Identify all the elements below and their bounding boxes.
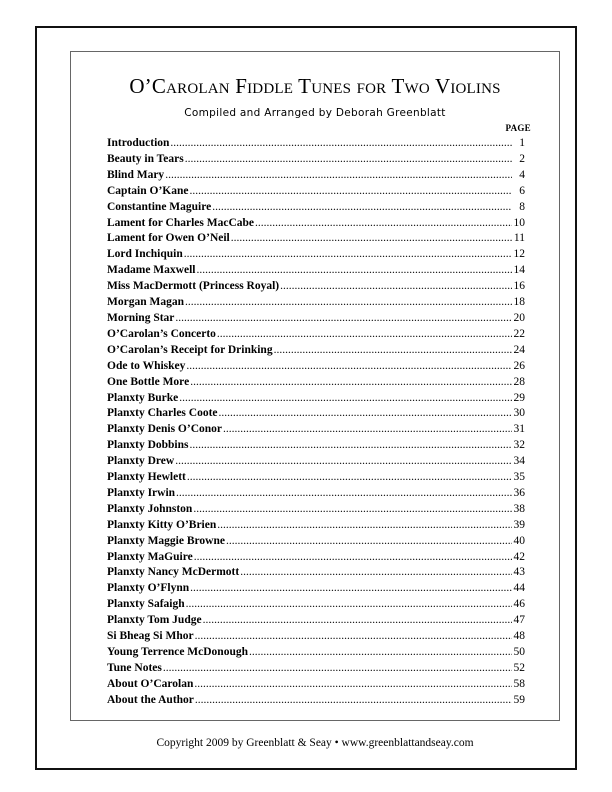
toc-entry[interactable]	[107, 613, 525, 629]
toc-dot-leader	[193, 502, 512, 518]
toc-entry-page: 35	[513, 471, 525, 484]
toc-entry-page: 16	[513, 280, 525, 293]
toc-entry-title: Planxty Drew	[107, 455, 175, 468]
toc-entry[interactable]	[107, 184, 525, 200]
copyright-footer: Copyright 2009 by Greenblatt & Seay • www.greenblattandseay.com	[156, 737, 474, 749]
toc-entry[interactable]	[107, 311, 525, 327]
toc-entry-page: 8	[519, 200, 525, 213]
toc-entry-title: O’Carolan’s Receipt for Drinking	[107, 343, 273, 356]
toc-entry[interactable]	[107, 645, 525, 661]
toc-dot-leader	[196, 263, 512, 279]
toc-entry-title: Young Terrence McDonough	[107, 646, 248, 658]
toc-entry[interactable]	[107, 216, 525, 232]
toc-entry[interactable]	[107, 200, 525, 216]
toc-dot-leader	[217, 518, 512, 534]
toc-dot-leader	[165, 168, 512, 184]
toc-entry[interactable]	[107, 136, 525, 152]
toc-entry-title: Miss MacDermott (Princess Royal)	[107, 280, 280, 293]
toc-entry-page: 26	[513, 359, 525, 372]
toc-entry[interactable]	[107, 597, 525, 613]
toc-entry-title: Planxty Nancy McDermott	[107, 566, 240, 579]
toc-entry[interactable]	[107, 486, 525, 502]
toc-entry-page: 58	[513, 677, 525, 690]
toc-entry-title: Planxty Tom Judge	[107, 614, 202, 627]
toc-dot-leader	[274, 343, 512, 359]
toc-entry-title: Planxty Johnston	[107, 502, 193, 515]
toc-entry-page: 28	[513, 375, 525, 388]
toc-dot-leader	[190, 375, 512, 391]
toc-dot-leader	[249, 645, 512, 661]
toc-entry-title: Planxty MaGuire	[107, 550, 193, 563]
toc-entry-page: 29	[513, 391, 525, 404]
toc-dot-leader	[179, 391, 512, 407]
toc-entry-title: Morgan Magan	[107, 296, 184, 309]
toc-entry-title: Lament for Owen O’Neil	[107, 232, 230, 245]
toc-entry[interactable]	[107, 502, 525, 518]
toc-entry-page: 36	[513, 486, 525, 499]
toc-entry[interactable]	[107, 677, 525, 693]
page-column-header: PAGE	[505, 123, 531, 133]
toc-entry-page: 31	[513, 423, 525, 436]
toc-entry-title: Planxty Maggie Browne	[107, 534, 225, 547]
toc-entry[interactable]	[107, 422, 525, 438]
toc-entry[interactable]	[107, 152, 525, 168]
book-subtitle: Compiled and Arranged by Deborah Greenblatt	[184, 107, 446, 119]
toc-entry[interactable]	[107, 581, 525, 597]
toc-entry-title: Planxty O’Flynn	[107, 582, 190, 595]
toc-dot-leader	[187, 470, 512, 486]
toc-dot-leader	[189, 438, 512, 454]
toc-dot-leader	[231, 231, 512, 247]
toc-entry-page: 46	[513, 598, 525, 611]
toc-entry-title: Morning Star	[107, 311, 175, 324]
toc-dot-leader	[175, 454, 512, 470]
toc-entry-page: 30	[513, 407, 525, 420]
toc-dot-leader	[185, 295, 512, 311]
toc-dot-leader	[217, 327, 512, 343]
toc-entry[interactable]	[107, 231, 525, 247]
toc-entry-page: 52	[513, 661, 525, 674]
toc-entry-page: 40	[513, 534, 525, 547]
toc-entry-title: One Bottle More	[107, 375, 190, 388]
toc-entry[interactable]	[107, 629, 525, 645]
toc-dot-leader	[226, 534, 512, 550]
toc-entry[interactable]	[107, 406, 525, 422]
toc-entry-page: 38	[513, 502, 525, 515]
toc-entry[interactable]	[107, 168, 525, 184]
toc-entry-page: 24	[513, 343, 525, 356]
toc-dot-leader	[185, 152, 512, 168]
toc-entry-page: 10	[513, 216, 525, 229]
toc-dot-leader	[163, 661, 512, 677]
toc-dot-leader	[240, 565, 512, 581]
toc-entry-title: Madame Maxwell	[107, 264, 196, 277]
toc-entry[interactable]	[107, 359, 525, 375]
toc-entry[interactable]	[107, 693, 525, 709]
table-of-contents	[107, 136, 525, 709]
toc-entry-title: Planxty Safaigh	[107, 598, 185, 611]
toc-entry[interactable]	[107, 375, 525, 391]
toc-entry-title: Planxty Burke	[107, 391, 179, 404]
toc-entry[interactable]	[107, 470, 525, 486]
toc-entry-title: Si Bheag Si Mhor	[107, 630, 194, 643]
toc-entry-page: 59	[513, 693, 525, 706]
toc-entry-title: About the Author	[107, 693, 194, 706]
toc-entry[interactable]	[107, 661, 525, 677]
toc-entry-title: Constantine Maguire	[107, 200, 212, 213]
toc-entry[interactable]	[107, 263, 525, 279]
toc-entry-title: Blind Mary	[107, 168, 165, 181]
toc-entry-page: 50	[513, 646, 525, 658]
toc-entry-page: 11	[513, 232, 525, 245]
toc-entry[interactable]	[107, 343, 525, 359]
toc-entry-title: Lament for Charles MacCabe	[107, 216, 255, 229]
toc-entry-title: About O’Carolan	[107, 677, 194, 690]
toc-entry-page: 4	[519, 168, 525, 181]
toc-entry[interactable]	[107, 518, 525, 534]
toc-dot-leader	[194, 550, 512, 566]
toc-entry-title: Planxty Hewlett	[107, 471, 186, 484]
toc-entry-title: Planxty Denis O’Conor	[107, 423, 222, 436]
toc-entry[interactable]	[107, 391, 525, 407]
toc-entry-title: Tune Notes	[107, 661, 162, 674]
toc-dot-leader	[189, 184, 512, 200]
toc-entry-title: Introduction	[107, 137, 170, 149]
toc-entry-page: 43	[513, 566, 525, 579]
toc-entry-page: 18	[513, 296, 525, 309]
toc-entry-page: 14	[513, 264, 525, 277]
toc-dot-leader	[176, 486, 512, 502]
toc-entry-title: Lord Inchiquin	[107, 248, 183, 261]
toc-dot-leader	[184, 247, 512, 263]
toc-dot-leader	[203, 613, 512, 629]
toc-entry-page: 1	[519, 137, 525, 149]
toc-entry[interactable]	[107, 279, 525, 295]
toc-entry-title: Beauty in Tears	[107, 152, 184, 165]
toc-dot-leader	[255, 216, 512, 232]
toc-dot-leader	[186, 597, 512, 613]
toc-entry-title: Ode to Whiskey	[107, 359, 186, 372]
toc-dot-leader	[186, 359, 512, 375]
toc-entry-page: 42	[513, 550, 525, 563]
book-title: O’Carolan Fiddle Tunes for Two Violins	[129, 74, 501, 98]
toc-dot-leader	[175, 311, 512, 327]
toc-entry-page: 22	[513, 327, 525, 340]
toc-dot-leader	[280, 279, 512, 295]
toc-entry-title: O’Carolan’s Concerto	[107, 327, 216, 340]
toc-entry[interactable]	[107, 550, 525, 566]
toc-entry-page: 39	[513, 518, 525, 531]
toc-entry[interactable]	[107, 454, 525, 470]
toc-entry-title: Planxty Kitty O’Brien	[107, 518, 217, 531]
toc-entry[interactable]	[107, 438, 525, 454]
toc-entry-page: 44	[513, 582, 525, 595]
toc-entry-title: Planxty Dobbins	[107, 439, 189, 452]
toc-dot-leader	[223, 422, 512, 438]
toc-entry[interactable]	[107, 534, 525, 550]
toc-dot-leader	[190, 581, 512, 597]
toc-dot-leader	[219, 406, 512, 422]
toc-entry-page: 12	[513, 248, 525, 261]
toc-entry-page: 48	[513, 630, 525, 643]
toc-entry-title: Captain O’Kane	[107, 184, 189, 197]
toc-entry-title: Planxty Charles Coote	[107, 407, 218, 420]
toc-entry-page: 47	[513, 614, 525, 627]
toc-entry-page: 2	[519, 152, 525, 165]
toc-entry-page: 32	[513, 439, 525, 452]
toc-entry[interactable]	[107, 295, 525, 311]
toc-dot-leader	[195, 629, 512, 645]
toc-entry[interactable]	[107, 327, 525, 343]
toc-dot-leader	[212, 200, 512, 216]
toc-entry-page: 34	[513, 455, 525, 468]
toc-entry-page: 20	[513, 311, 525, 324]
toc-dot-leader	[194, 677, 512, 693]
toc-entry-title: Planxty Irwin	[107, 486, 176, 499]
toc-entry[interactable]	[107, 247, 525, 263]
toc-dot-leader	[195, 693, 512, 709]
toc-entry-page: 6	[519, 184, 525, 197]
toc-entry[interactable]	[107, 565, 525, 581]
toc-dot-leader	[170, 136, 512, 152]
